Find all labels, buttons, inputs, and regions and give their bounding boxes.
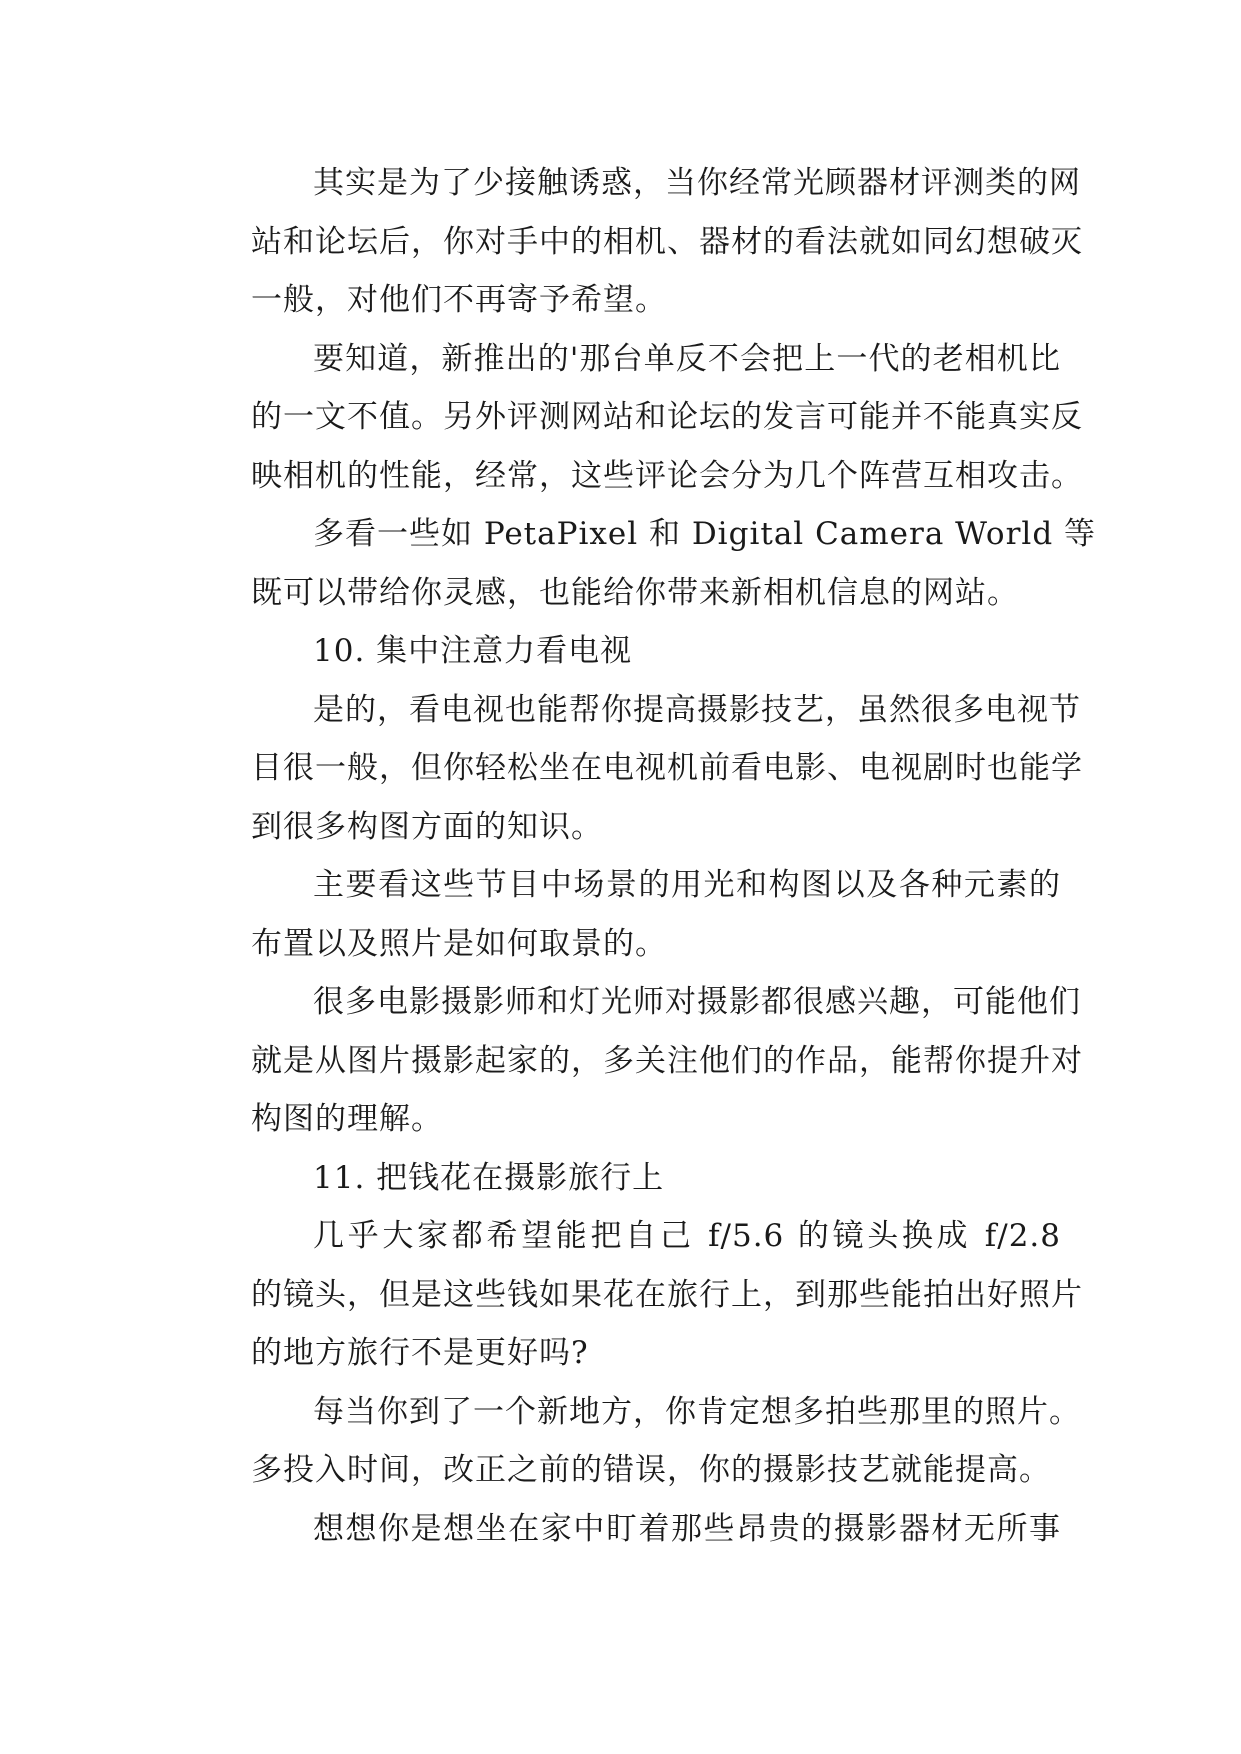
text-line: 映相机的性能，经常，这些评论会分为几个阵营互相攻击。 [251, 457, 1083, 494]
paragraph [189, 1207, 1083, 1383]
text-line: 的地方旅行不是更好吗? [251, 1335, 589, 1371]
text-line: 的镜头，但是这些钱如果花在旅行上，到那些能拍出好照片 [251, 1276, 1083, 1313]
text-line: 构图的理解。 [251, 1101, 443, 1137]
paragraph [189, 154, 1083, 330]
paragraph [189, 681, 1083, 857]
paragraph [189, 330, 1083, 506]
section-heading-text: 11. 把钱花在摄影旅行上 [313, 1159, 665, 1196]
document-body [189, 154, 1097, 1558]
text-line: 站和论坛后，你对手中的相机、器材的看法就如同幻想破灭 [251, 223, 1083, 260]
paragraph [189, 856, 1061, 973]
text-line: 就是从图片摄影起家的，多关注他们的作品，能帮你提升对 [251, 1042, 1083, 1079]
text-line: 多看一些如 PetaPixel 和 Digital Camera World 等 [313, 516, 1097, 552]
paragraph [189, 1383, 1081, 1500]
text-line: 一般，对他们不再寄予希望。 [251, 282, 667, 318]
paragraph [189, 505, 1097, 622]
text-line: 很多电影摄影师和灯光师对摄影都很感兴趣，可能他们 [313, 984, 1081, 1020]
text-line: 想想你是想坐在家中盯着那些昂贵的摄影器材无所事 [313, 1510, 1061, 1547]
section-heading-text: 10. 集中注意力看电视 [313, 633, 633, 669]
section-heading [189, 622, 1061, 681]
paragraph [189, 973, 1083, 1149]
text-line: 其实是为了少接触诱惑，当你经常光顾器材评测类的网 [313, 165, 1081, 201]
text-line: 主要看这些节目中场景的用光和构图以及各种元素的 [313, 867, 1061, 903]
text-line: 每当你到了一个新地方，你肯定想多拍些那里的照片。 [313, 1393, 1081, 1430]
text-line: 是的，看电视也能帮你提高摄影技艺，虽然很多电视节 [313, 691, 1081, 728]
text-line: 目很一般，但你轻松坐在电视机前看电影、电视剧时也能学 [251, 750, 1083, 786]
section-heading [189, 1149, 1061, 1208]
paragraph [189, 1500, 1061, 1559]
text-line: 要知道，新推出的'那台单反不会把上一代的老相机比 [313, 340, 1061, 377]
text-line: 既可以带给你灵感，也能给你带来新相机信息的网站。 [251, 574, 1019, 611]
text-line: 多投入时间，改正之前的错误，你的摄影技艺就能提高。 [251, 1452, 1051, 1488]
text-line: 布置以及照片是如何取景的。 [251, 925, 667, 962]
text-line: 到很多构图方面的知识。 [251, 808, 603, 845]
text-line: 的一文不值。另外评测网站和论坛的发言可能并不能真实反 [251, 399, 1083, 435]
text-line: 几乎大家都希望能把自己 f/5.6 的镜头换成 f/2.8 [313, 1218, 1061, 1254]
